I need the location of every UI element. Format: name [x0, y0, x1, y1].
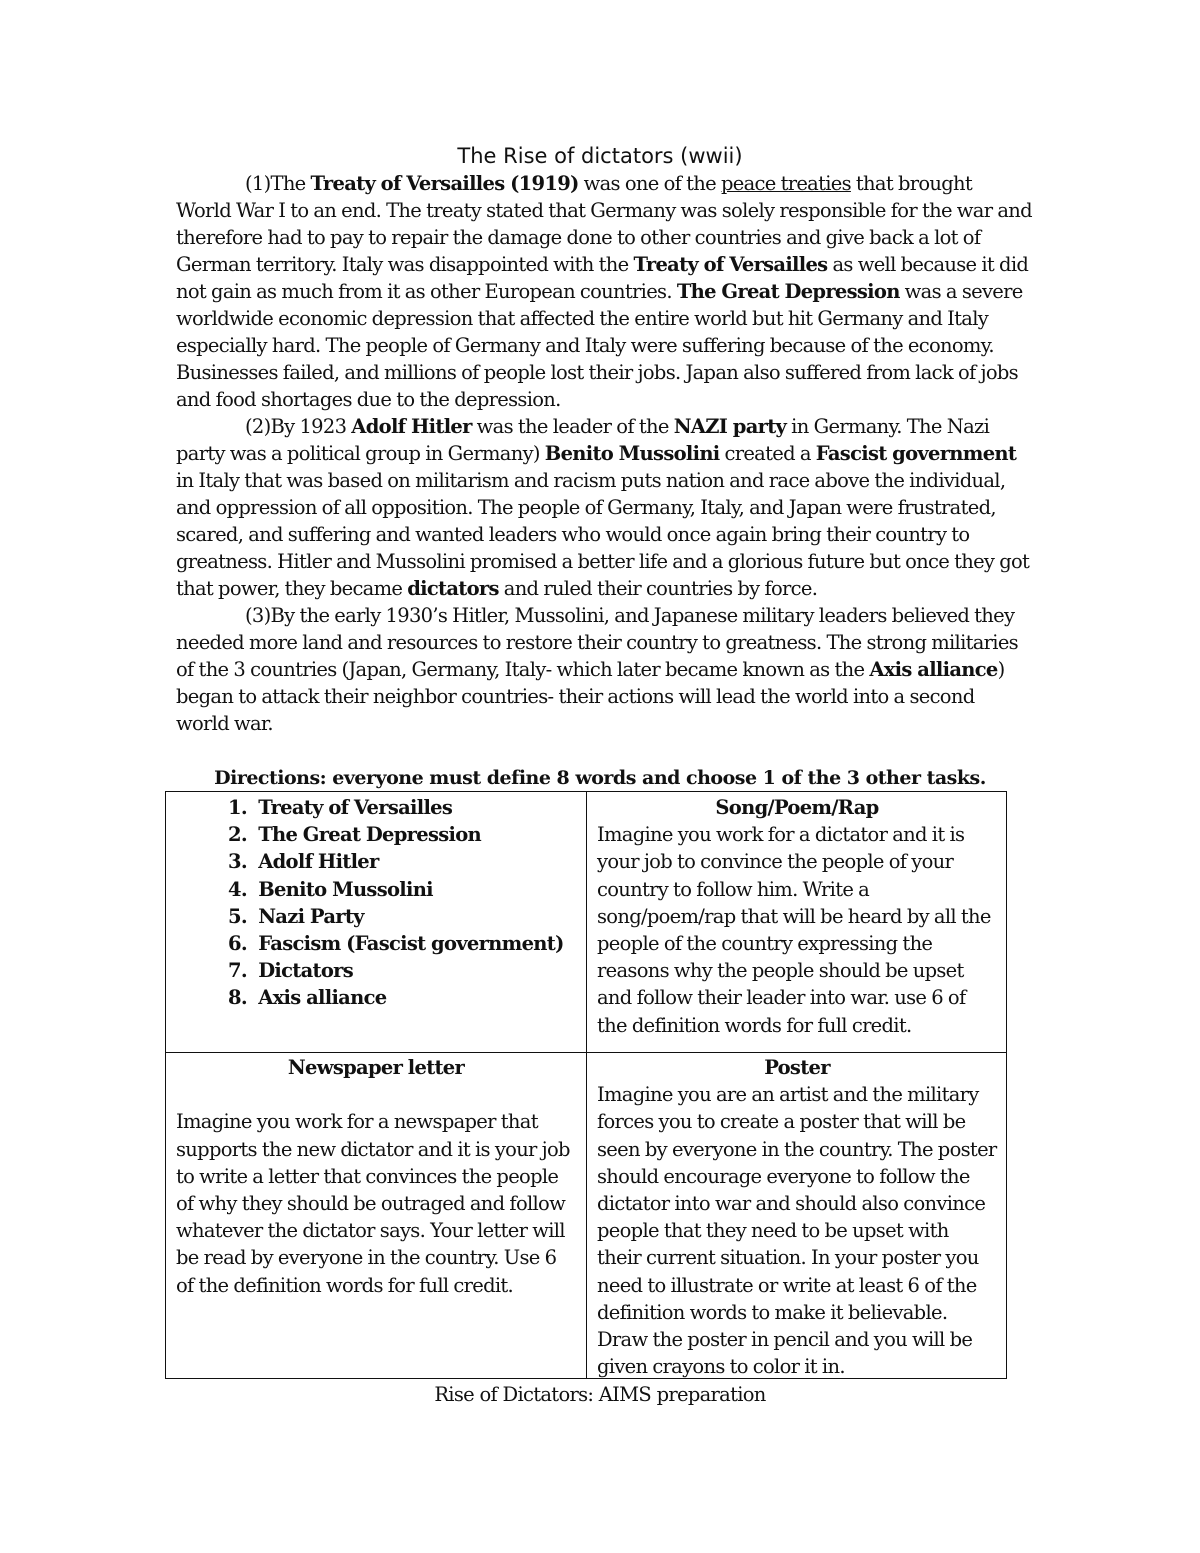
vocab-number: 1.: [228, 796, 247, 819]
underlined-term: peace treaties: [720, 172, 851, 195]
vocab-number: 3.: [228, 850, 247, 874]
vocab-term: [247, 903, 364, 930]
intro-text: [176, 170, 1032, 737]
poster-task-cell: [597, 1054, 997, 1380]
vocab-term-text: Fascism (Fascist government): [258, 932, 564, 956]
text-run: created a: [719, 442, 816, 465]
vocab-list: [166, 794, 586, 1012]
vocab-item: [166, 984, 586, 1011]
text-run: was a severe worldwide economic depression that affected the entire world but hit Germany and Italy especially hard. The people of Germany and Italy were suffering because of the economy. Businesses failed, and millions of people lost their jobs. Japan also suffered from lack of jobs and food shortages due to the depression.: [176, 280, 1023, 411]
vocab-number: 5.: [228, 904, 247, 928]
task-table: [165, 791, 1007, 1379]
text-run: as well because it did not gain as much from it as other European countries.: [176, 253, 1029, 303]
text-run: (2)By 1923: [245, 415, 352, 438]
vocab-number: 4.: [228, 877, 247, 901]
vocab-term: [247, 930, 564, 957]
vocab-item: [166, 930, 586, 957]
vocab-term-text: Dictators: [258, 959, 353, 983]
text-run: was the leader of the: [471, 415, 674, 438]
vocab-number: 8.: [228, 986, 247, 1010]
vocab-item: [166, 903, 586, 930]
text-run: was one of the: [578, 172, 721, 195]
key-term: NAZI party: [673, 415, 787, 438]
page-footer: Rise of Dictators: AIMS preparation: [434, 1383, 766, 1406]
key-term: Fascist government: [815, 442, 1017, 465]
text-run: in Italy that was based on militarism and racism puts nation and race above the individual, and oppression of all opposition. The people of Germany, Italy, and Japan were frustrated, scared, and suffering and wanted leaders who would once again bring their country to greatness. Hitler and Mussolini promised a better life and a glorious future but once they got that power, they became: [176, 469, 1030, 600]
text-run: (3)By the early 1930’s Hitler, Mussolini, and Japanese military leaders believed they needed more land and resources to restore their country to greatness. The strong militaries of the 3 countries (Japan, Germany, Italy- which later became known as the: [176, 604, 1018, 681]
key-term: Benito Mussolini: [544, 442, 720, 465]
vocab-item: [166, 821, 586, 848]
vocab-term: [247, 848, 379, 875]
newspaper-task-cell: [176, 1054, 576, 1299]
vocab-term-text: Adolf Hitler: [258, 850, 379, 874]
vocab-term-text: Nazi Party: [258, 904, 364, 928]
vocab-cell: [166, 794, 586, 1012]
key-term: Adolf Hitler: [351, 415, 472, 438]
key-term: dictators: [407, 577, 499, 600]
text-run: and ruled their countries by force.: [498, 577, 818, 600]
paragraph-3: [176, 602, 1032, 737]
newspaper-task-heading: Newspaper letter: [287, 1056, 465, 1079]
poster-task-text: Imagine you are an artist and the military forces you to create a poster that will be seen by everyone in the country. The poster should encourage everyone to follow the dictator into war and should also convince people that they need to be upset with their current situation. In your poster you need to illustrate or write at least 6 of the definition words to make it believable. Draw the poster in pencil and you will be given crayons to color it in.: [597, 1083, 997, 1379]
vocab-term-text: Axis alliance: [258, 986, 387, 1010]
text-run: ) began to attack their neighbor countries- their actions will lead the world into a second world war.: [176, 658, 1005, 735]
vocab-term-text: The Great Depression: [258, 823, 482, 847]
paragraph-2: [176, 413, 1032, 602]
poster-task-heading: Poster: [764, 1056, 830, 1079]
vocab-item: [166, 848, 586, 875]
key-term: Treaty of Versailles: [633, 253, 828, 276]
song-task-heading: Song/Poem/Rap: [715, 796, 879, 819]
vocab-number: 6.: [228, 932, 247, 956]
vocab-term: [247, 876, 433, 903]
cell-spacer: [176, 1081, 576, 1108]
paragraph-1: [176, 170, 1032, 413]
table-divider-horizontal: [166, 1052, 1006, 1053]
song-task-text: Imagine you work for a dictator and it is your job to convince the people of your country to follow him. Write a song/poem/rap that will be heard by all the people of the country expressing the reasons why the people should be upset and follow their leader into war. use 6 of the definition words for full credit.: [597, 823, 991, 1037]
vocab-term-text: Benito Mussolini: [258, 877, 433, 901]
vocab-item: [166, 794, 586, 821]
page-title: The Rise of dictators (wwii): [457, 144, 743, 168]
text-run: in Germany. The Nazi party was a political group in Germany): [176, 415, 990, 465]
song-task-cell: [597, 794, 997, 1039]
newspaper-task-text: Imagine you work for a newspaper that supports the new dictator and it is your job to write a letter that convinces the people of why they should be outraged and follow whatever the dictator says. Your letter will be read by everyone in the country. Use 6 of the definition words for full credit.: [176, 1110, 570, 1297]
vocab-number: 7.: [228, 959, 247, 983]
text-run: (1)The: [245, 172, 311, 195]
vocab-term: [247, 794, 452, 821]
text-run: that brought World War I to an end. The treaty stated that Germany was solely responsible for the war and therefore had to pay to repair the damage done to other countries and give back a lot of German territory. Italy was disappointed with the: [176, 172, 1032, 276]
vocab-term: [247, 957, 353, 984]
vocab-term: [247, 984, 386, 1011]
directions-heading: Directions: everyone must define 8 words and choose 1 of the 3 other tasks.: [214, 767, 986, 789]
vocab-number: 2.: [228, 823, 247, 847]
vocab-item: [166, 957, 586, 984]
vocab-term-text: Treaty of Versailles: [258, 796, 453, 819]
key-term: Axis alliance: [869, 658, 998, 681]
key-term: The Great Depression: [676, 280, 900, 303]
vocab-item: [166, 876, 586, 903]
key-term: Treaty of Versailles (1919): [310, 172, 579, 195]
vocab-term: [247, 821, 481, 848]
